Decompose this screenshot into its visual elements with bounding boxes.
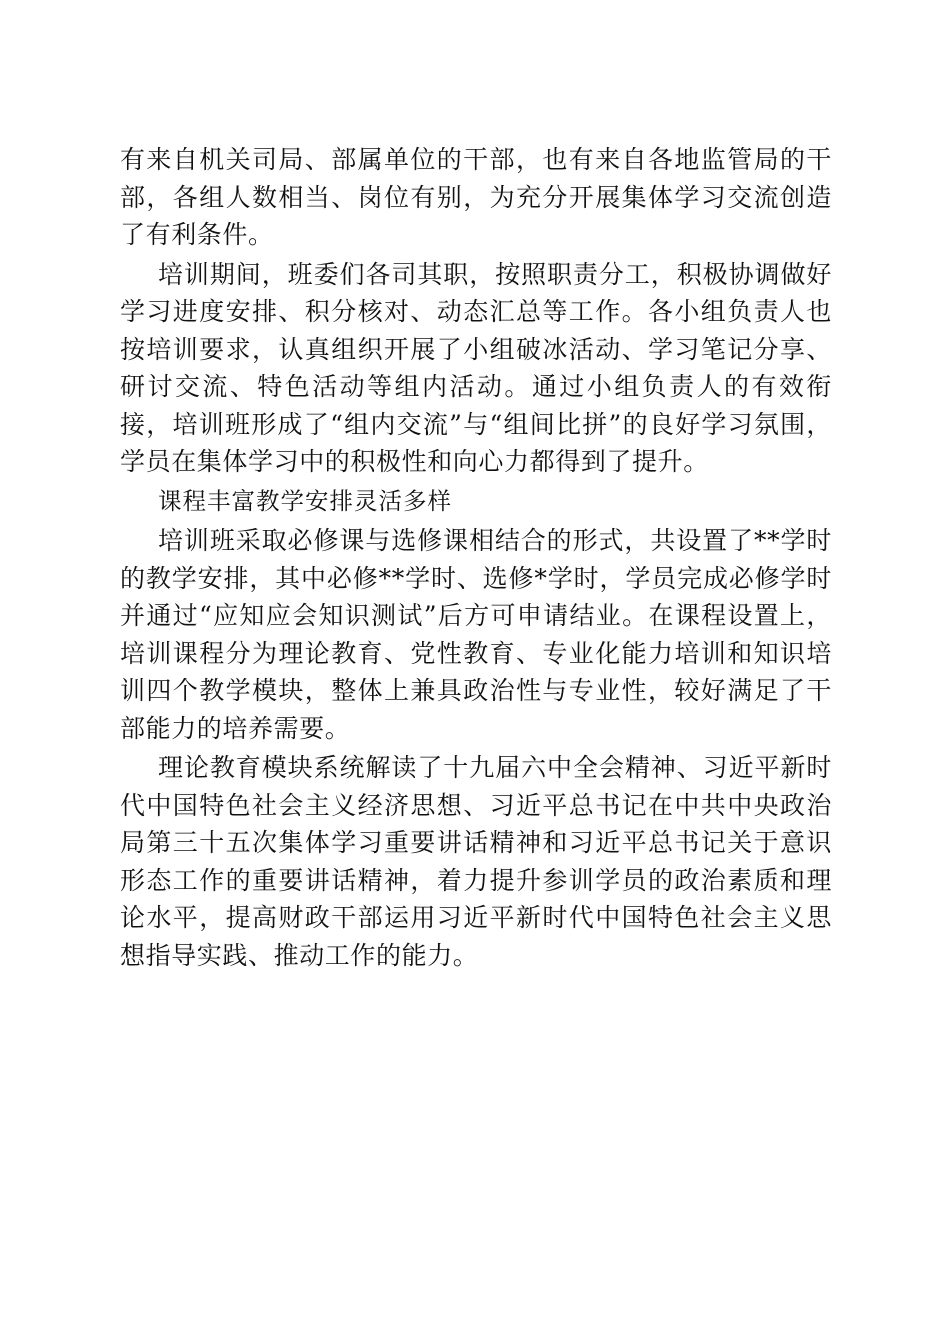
document-page (120, 141, 832, 976)
paragraph-1: 有来自机关司局、部属单位的干部，也有来自各地监管局的干部，各组人数相当、岗位有别，为充分开展集体学习交流创造了有利条件。 (120, 145, 832, 249)
paragraph-4: 理论教育模块系统解读了十九届六中全会精神、习近平新时代中国特色社会主义经济思想、习近平总书记在中共中央政治局第三十五次集体学习重要讲话精神和习近平总书记关于意识形态工作的重要讲话精神，着力提升参训学员的政治素质和理论水平，提高财政干部运用习近平新时代中国特色社会主义思想指导实践、推动工作的能力。 (120, 753, 832, 970)
paragraph-2: 培训期间，班委们各司其职，按照职责分工，积极协调做好学习进度安排、积分核对、动态汇总等工作。各小组负责人也按培训要求，认真组织开展了小组破冰活动、学习笔记分享、研讨交流、特色活动等组内活动。通过小组负责人的有效衔接，培训班形成了“组内交流”与“组间比拼”的良好学习氛围，学员在集体学习中的积极性和向心力都得到了提升。 (120, 259, 832, 476)
section-heading: 课程丰富教学安排灵活多样 (158, 486, 452, 515)
paragraph-3: 培训班采取必修课与选修课相结合的形式，共设置了**学时的教学安排，其中必修**学时、选修*学时，学员完成必修学时并通过“应知应会知识测试”后方可申请结业。在课程设置上，培训课程分为理论教育、党性教育、专业化能力培训和知识培训四个教学模块，整体上兼具政治性与专业性，较好满足了干部能力的培养需要。 (120, 526, 832, 743)
